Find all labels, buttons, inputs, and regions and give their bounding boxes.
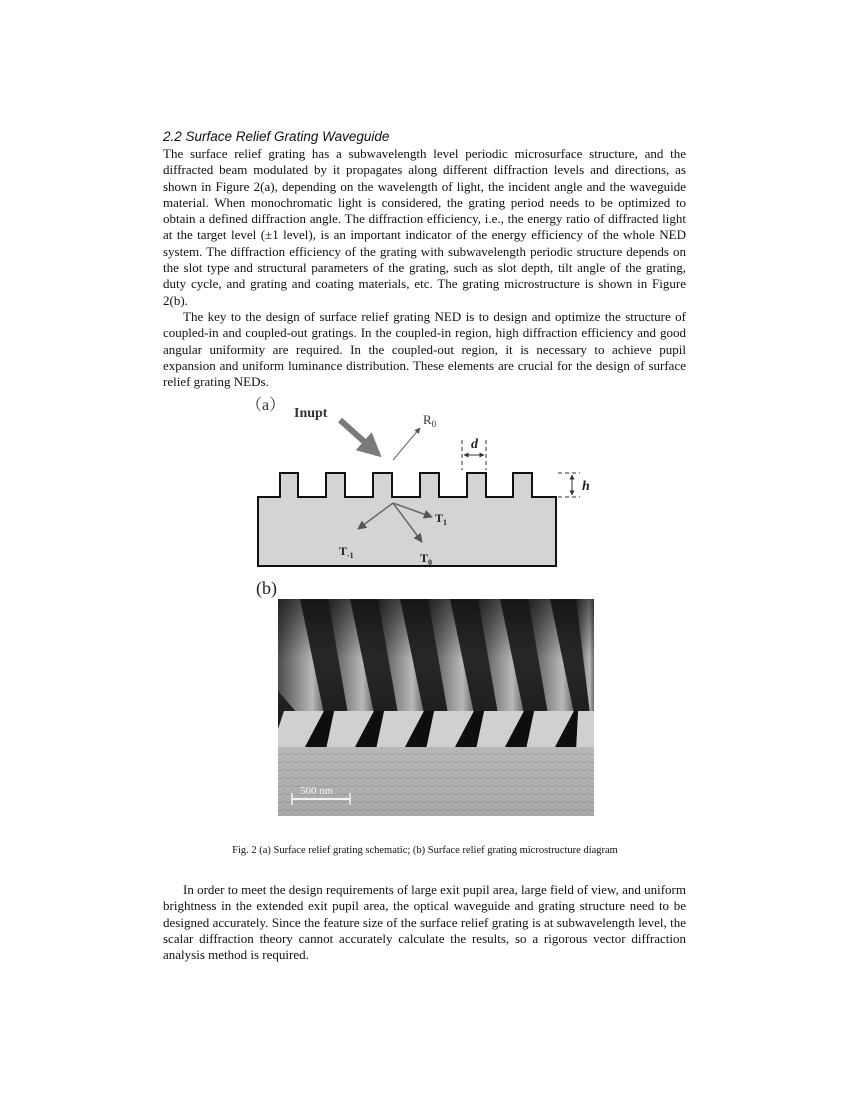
- figure-b-label: (b): [256, 578, 277, 598]
- paragraph-1: The surface relief grating has a subwavelength level periodic microsurface structure, and the diffracted beam modulated by it propagates along different diffraction levels and directions, as shown in Figure 2(a), depending on the wavelength of light, the incident angle and the waveguide material. When monochromatic light is considered, the grating period needs to be optimized to obtain a defined diffraction angle. The diffraction efficiency, i.e., the energy ratio of diffracted light at the target level (±1 level), is an important indicator of the energy efficiency of the whole NED system. The diffraction efficiency of the grating with subwavelength periodic structure depends on the slot type and structural parameters of the grating, such as slot depth, tilt angle of the grating, duty cycle, and grating and coating materials, etc. The grating microstructure is shown in Figure 2(b).: [163, 146, 686, 308]
- t0-label: $T_0$: [420, 551, 433, 567]
- t-minus1-label: $T_{-1}$: [339, 544, 354, 560]
- sem-micrograph: [278, 599, 594, 816]
- input-label: Inupt: [294, 406, 328, 421]
- paragraph-3: In order to meet the design requirements of large exit pupil area, large field of view, and uniform brightness in the extended exit pupil area, the optical waveguide and grating structure need to be designed accurately. Since the feature size of the surface relief grating is at subwavelength level, the scalar diffraction theory cannot accurately calculate the results, so a rigorous vector diffraction analysis method is required.: [163, 882, 686, 963]
- figure-a-label: （a）: [246, 397, 286, 414]
- grating-substrate: [258, 473, 556, 566]
- scale-label: 500 nm: [300, 785, 334, 797]
- paragraph-2: The key to the design of surface relief grating NED is to design and optimize the structure of coupled-in and coupled-out gratings. In the coupled-in region, high diffraction efficiency and good angular uniformity are required. In the coupled-out region, it is necessary to achieve pupil expansion and uniform luminance distribution. These elements are crucial for the design of surface relief grating NEDs.: [163, 309, 686, 390]
- r0-label: $R_0$: [423, 412, 437, 429]
- h-label: h: [582, 479, 590, 494]
- grating-schematic: [240, 390, 600, 580]
- section-heading: 2.2 Surface Relief Grating Waveguide: [163, 129, 390, 144]
- d-label: d: [471, 437, 478, 452]
- reflected-arrow: [393, 428, 420, 460]
- t1-label: $T_1$: [435, 511, 448, 527]
- input-arrow: [340, 420, 378, 454]
- figure-caption: Fig. 2 (a) Surface relief grating schematic; (b) Surface relief grating microstructure diagram: [232, 845, 618, 856]
